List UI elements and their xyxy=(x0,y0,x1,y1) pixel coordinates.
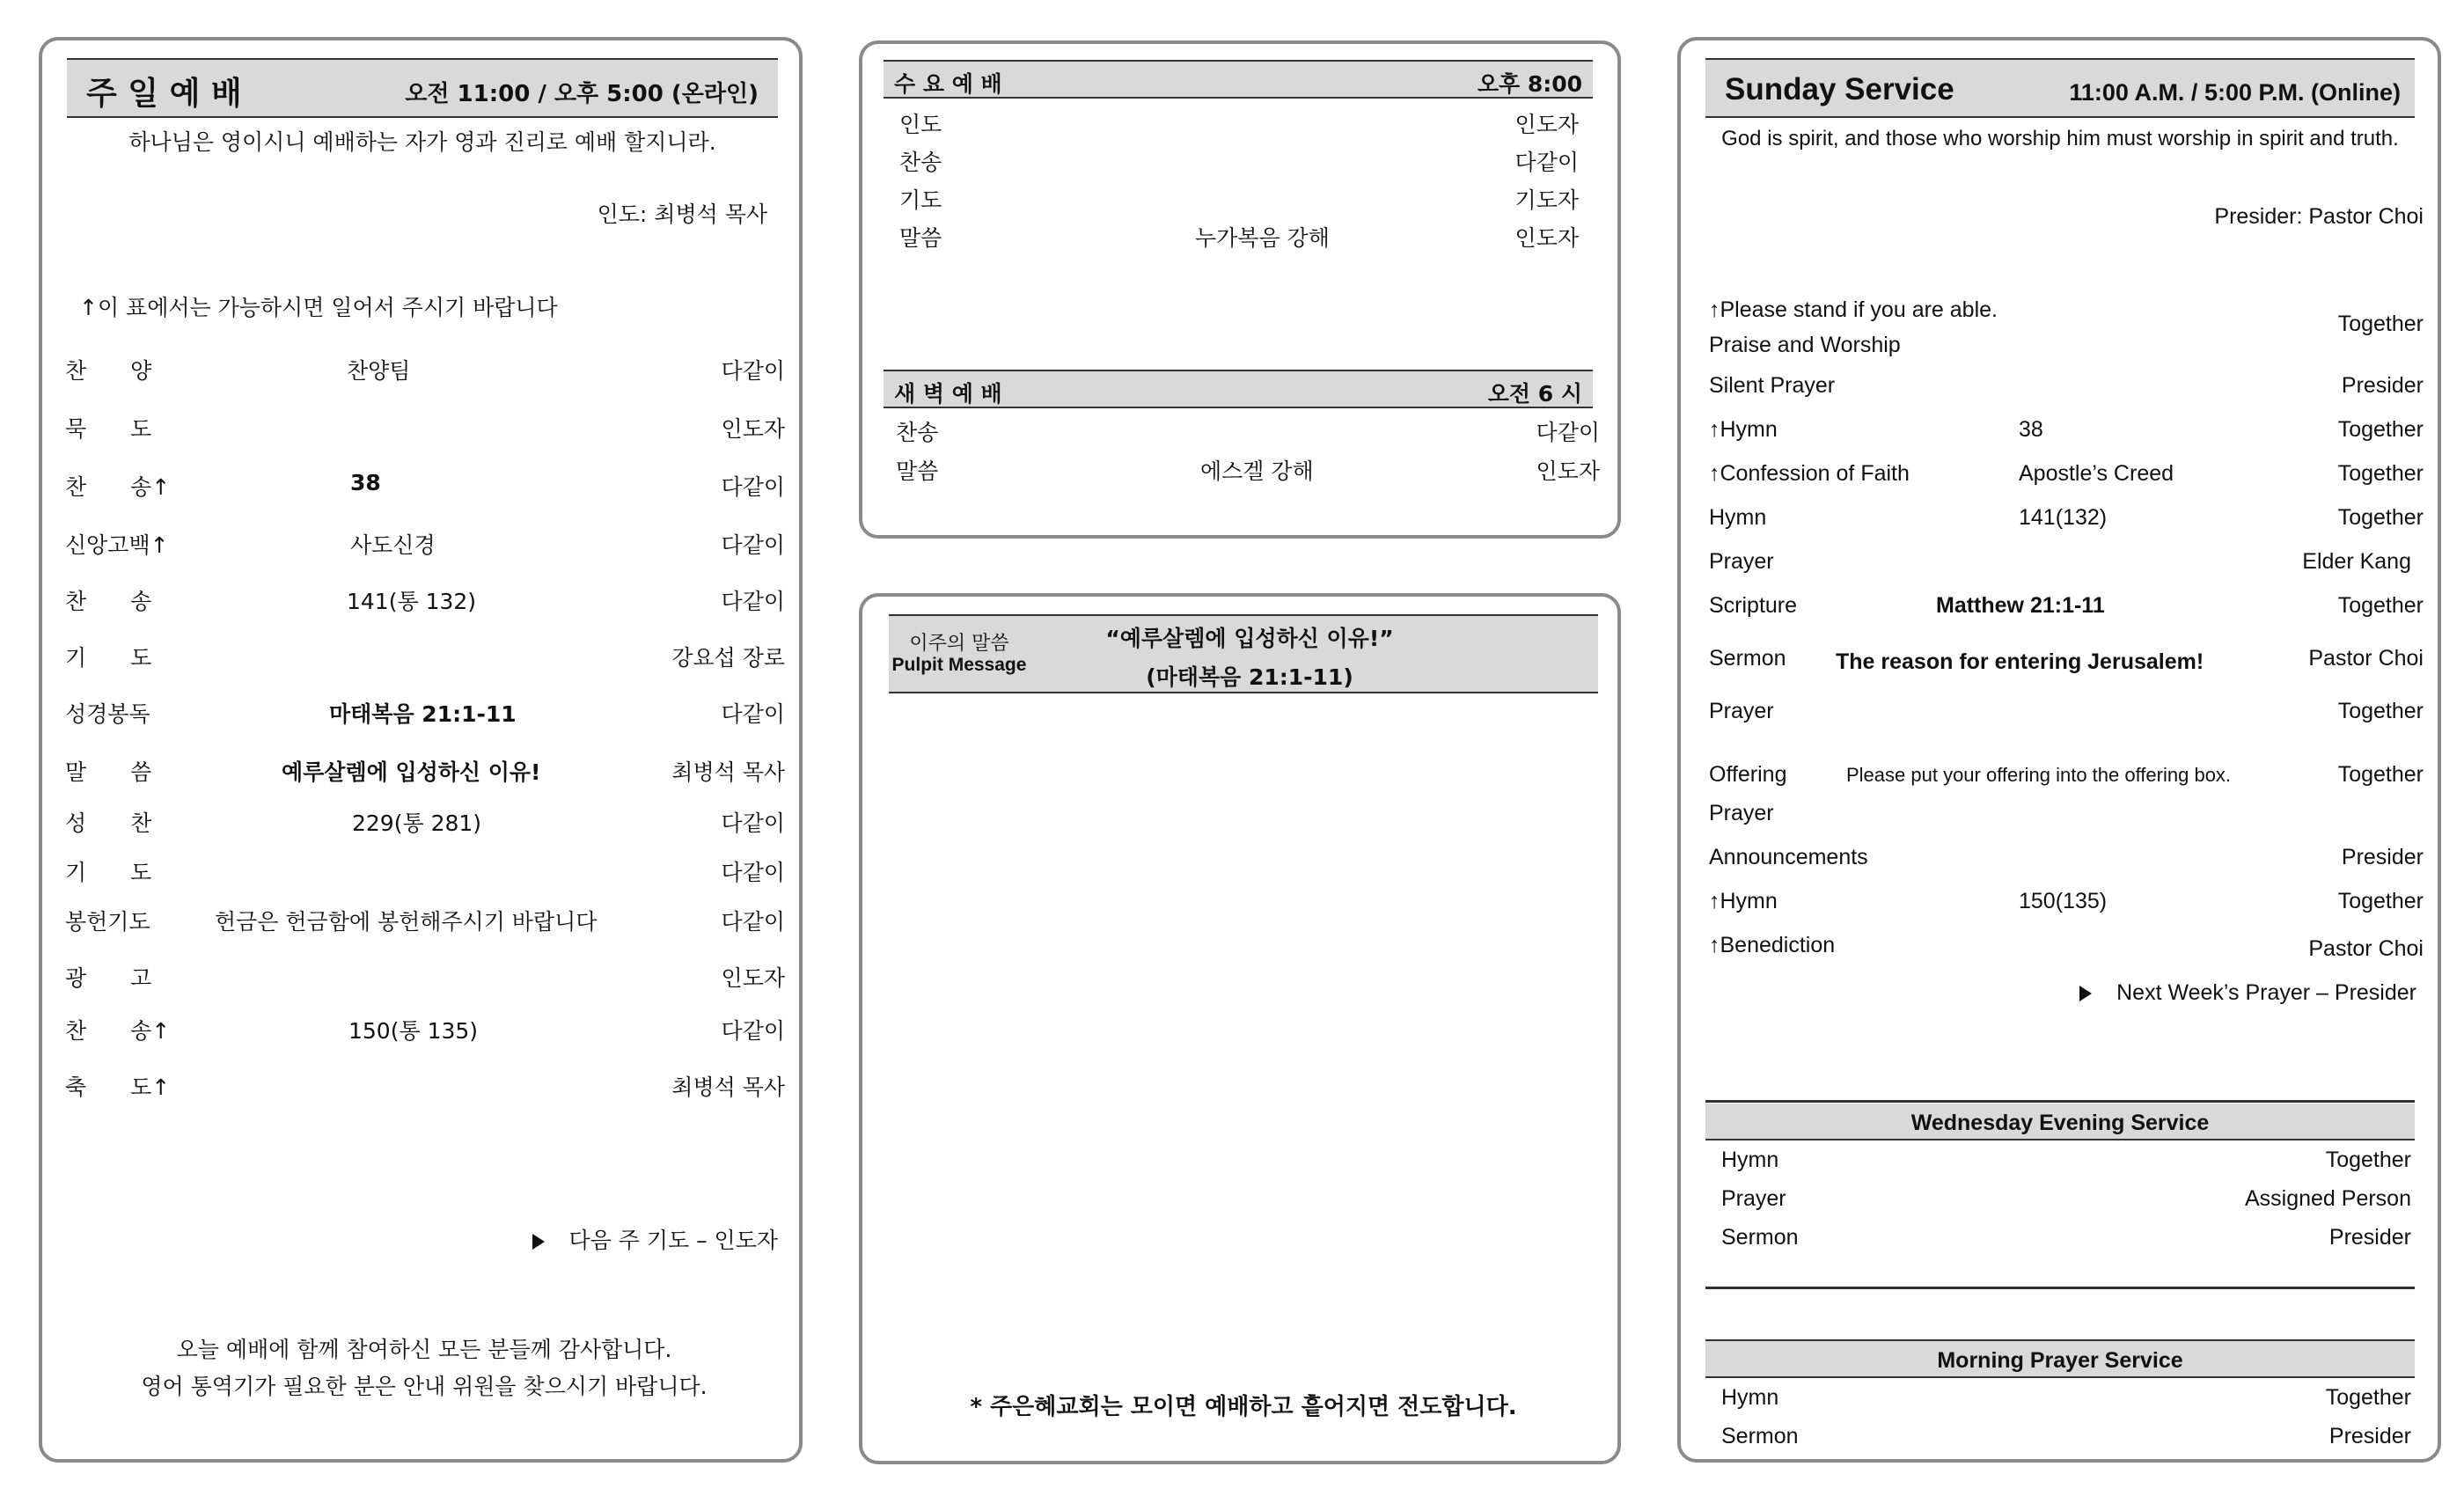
order-detail: 마태복음 21:1-11 xyxy=(329,701,517,727)
order-leader: Presider xyxy=(2341,373,2424,398)
order-detail: 150(135) xyxy=(2019,889,2108,913)
order-item: ↑Confession of Faith xyxy=(1709,461,1910,486)
korean-sunday-title: 주 일 예 배 xyxy=(86,76,242,112)
english-verse: God is spirit, and those who worship him must worship in spirit and truth. xyxy=(1721,127,2399,150)
order-item: 찬 송↑ xyxy=(65,474,171,500)
list-item xyxy=(42,584,806,620)
list-item xyxy=(862,145,1624,177)
morning-en-title: Morning Prayer Service xyxy=(1937,1348,2183,1373)
order-item: Sermon xyxy=(1721,1424,1799,1448)
list-item xyxy=(42,470,806,505)
order-item: ↑Hymn xyxy=(1709,889,1778,913)
order-detail: 229(통 281) xyxy=(352,810,482,836)
order-leader: Together xyxy=(2337,505,2424,530)
order-item: 성 찬 xyxy=(65,810,152,836)
korean-verse: 하나님은 영이시니 예배하는 자가 영과 진리로 예배 할지니라. xyxy=(128,129,716,155)
church-motto: * 주은혜교회는 모이면 예배하고 흩어지면 전도합니다. xyxy=(970,1394,1517,1420)
list-item xyxy=(42,354,806,389)
order-item: 찬 송 xyxy=(65,589,152,614)
list-item xyxy=(862,454,1624,486)
order-detail: The reason for entering Jerusalem! xyxy=(1836,649,2204,674)
order-item: Silent Prayer xyxy=(1709,373,1836,398)
list-item xyxy=(1681,1424,2445,1456)
order-leader: 다같이 xyxy=(721,474,785,500)
order-item: 인도 xyxy=(899,112,942,137)
order-leader: Together xyxy=(2337,593,2424,618)
order-leader: 인도자 xyxy=(721,416,785,442)
english-stand-note: ↑Please stand if you are able. xyxy=(1709,297,1998,322)
order-leader: Presider xyxy=(2341,845,2424,869)
list-item xyxy=(1681,505,2445,537)
order-leader: 다같이 xyxy=(1536,420,1600,445)
order-item-second-line: Prayer xyxy=(1709,801,1774,825)
english-next-prayer-label: Next Week’s Prayer – Presider xyxy=(2116,980,2416,1005)
order-item: ↑Hymn xyxy=(1709,417,1778,442)
order-leader: 다같이 xyxy=(721,1018,785,1044)
order-item: 찬송 xyxy=(896,420,939,445)
list-item xyxy=(1681,762,2445,832)
korean-next-prayer-label: 다음 주 기도 – 인도자 xyxy=(568,1228,778,1253)
list-item xyxy=(42,412,806,447)
order-item: Announcements xyxy=(1709,845,1868,869)
list-item xyxy=(1681,417,2445,449)
english-next-prayer xyxy=(2079,980,2416,1006)
wednesday-en-header xyxy=(1705,1104,2415,1140)
order-detail: 찬양팀 xyxy=(347,358,411,384)
list-item xyxy=(42,697,806,732)
list-item xyxy=(42,961,806,996)
order-item: 축 도↑ xyxy=(65,1074,171,1100)
list-item xyxy=(862,415,1624,447)
play-triangle-icon xyxy=(532,1234,545,1250)
list-item xyxy=(1681,699,2445,730)
order-leader: Together xyxy=(2337,889,2424,913)
wednesday-en-title: Wednesday Evening Service xyxy=(1910,1111,2210,1135)
order-leader: Elder Kang xyxy=(2302,549,2411,574)
order-leader: Presider xyxy=(2328,1424,2411,1448)
order-leader: 다같이 xyxy=(721,701,785,727)
list-item xyxy=(1681,1385,2445,1417)
list-item xyxy=(1681,1225,2445,1257)
order-leader: Pastor Choi xyxy=(2308,646,2424,671)
list-item xyxy=(42,855,806,891)
order-leader: 다같이 xyxy=(721,358,785,384)
list-item xyxy=(862,107,1624,139)
pulpit-reference: (마태복음 21:1-11) xyxy=(1146,664,1353,690)
pulpit-label-kr: 이주의 말씀 xyxy=(909,633,1009,655)
korean-sunday-header xyxy=(67,58,778,118)
morning-en-header xyxy=(1705,1339,2415,1378)
korean-presider: 인도: 최병석 목사 xyxy=(597,202,767,227)
order-leader: Together xyxy=(2337,461,2424,486)
dawn-kr-time: 오전 6 시 xyxy=(1487,381,1582,407)
english-sunday-header xyxy=(1705,58,2415,118)
order-item: 기 도 xyxy=(65,860,152,885)
order-detail: Apostle’s Creed xyxy=(2019,461,2174,486)
order-item: Hymn xyxy=(1721,1385,1779,1410)
order-detail: 누가복음 강해 xyxy=(1195,225,1330,251)
dawn-kr-title: 새 벽 예 배 xyxy=(894,381,1002,407)
wednesday-en-top-rule xyxy=(1705,1100,2415,1103)
order-detail: 사도신경 xyxy=(350,532,436,558)
list-item xyxy=(862,183,1624,215)
order-leader: 인도자 xyxy=(1514,112,1579,137)
order-leader: 다같이 xyxy=(1514,150,1579,175)
play-triangle-icon xyxy=(2079,986,2092,1001)
korean-weekday-panel xyxy=(859,40,1621,539)
order-leader: Together xyxy=(2325,1385,2411,1410)
order-item: Praise and Worship xyxy=(1709,333,1901,357)
list-item xyxy=(1681,312,2445,366)
order-item: Hymn xyxy=(1709,505,1767,530)
order-item: 기도 xyxy=(899,187,942,213)
order-item: Sermon xyxy=(1709,646,1786,671)
order-item: ↑Benediction xyxy=(1709,933,1836,957)
order-item: 말씀 xyxy=(896,458,939,484)
korean-next-prayer xyxy=(532,1223,779,1255)
order-item: 찬송 xyxy=(899,150,942,175)
order-detail: 헌금은 헌금함에 봉헌해주시기 바랍니다 xyxy=(215,909,598,935)
list-item xyxy=(42,1014,806,1049)
korean-interpreter-note: 영어 통역기가 필요한 분은 안내 위원을 찾으시기 바랍니다. xyxy=(141,1374,708,1399)
list-item xyxy=(1681,549,2445,581)
pulpit-title: “예루살렘에 입성하신 이유!” xyxy=(1105,626,1394,651)
pulpit-header xyxy=(889,614,1598,693)
order-item: Offering xyxy=(1709,762,1787,787)
order-item: 성경봉독 xyxy=(65,701,150,727)
order-leader: Together xyxy=(2325,1148,2411,1172)
english-sunday-time: 11:00 A.M. / 5:00 P.M. (Online) xyxy=(2069,79,2401,106)
list-item xyxy=(1681,1186,2445,1218)
english-sunday-panel xyxy=(1677,37,2441,1463)
english-sunday-title: Sunday Service xyxy=(1725,72,1954,106)
order-leader: 인도자 xyxy=(1536,458,1600,484)
list-item xyxy=(42,806,806,841)
order-detail: 141(132) xyxy=(2019,505,2108,530)
order-detail: 141(통 132) xyxy=(347,589,477,614)
order-item: 묵 도 xyxy=(65,416,152,442)
pulpit-label-en: Pulpit Message xyxy=(891,655,1027,675)
order-leader: 최병석 목사 xyxy=(671,759,785,785)
list-item xyxy=(42,528,806,563)
list-item xyxy=(1681,889,2445,920)
order-item: 봉헌기도 xyxy=(65,909,150,935)
order-leader: 최병석 목사 xyxy=(671,1074,785,1100)
order-leader: 다같이 xyxy=(721,810,785,836)
order-leader: Pastor Choi xyxy=(2308,936,2424,961)
list-item xyxy=(1681,646,2445,685)
order-detail: Please put your offering into the offering box. xyxy=(1846,764,2232,786)
order-item: Hymn xyxy=(1721,1148,1779,1172)
order-leader: Together xyxy=(2337,699,2424,723)
list-item xyxy=(42,755,806,790)
order-detail: Matthew 21:1-11 xyxy=(1936,593,2105,618)
order-leader: Together xyxy=(2337,417,2424,442)
wednesday-kr-header xyxy=(884,60,1593,99)
order-item: Sermon xyxy=(1721,1225,1799,1250)
list-item xyxy=(1681,845,2445,876)
order-item: Prayer xyxy=(1709,549,1774,574)
order-leader: Together xyxy=(2337,312,2424,336)
pulpit-panel xyxy=(859,593,1621,1464)
order-leader: 인도자 xyxy=(721,965,785,991)
dawn-kr-header xyxy=(884,370,1593,408)
order-leader: 다같이 xyxy=(721,589,785,614)
list-item xyxy=(1681,373,2445,405)
list-item xyxy=(42,641,806,676)
wednesday-kr-time: 오후 8:00 xyxy=(1477,71,1582,97)
order-item: Scripture xyxy=(1709,593,1798,618)
order-item: 말 씀 xyxy=(65,759,152,785)
order-detail: 38 xyxy=(2019,417,2043,442)
order-leader: 다같이 xyxy=(721,532,785,558)
wednesday-kr-title: 수 요 예 배 xyxy=(894,71,1002,97)
order-leader: 기도자 xyxy=(1514,187,1579,213)
order-item: Prayer xyxy=(1709,699,1774,723)
order-item: Prayer xyxy=(1721,1186,1786,1211)
list-item xyxy=(1681,933,2445,964)
korean-thanks: 오늘 예배에 함께 참여하신 모든 분들께 감사합니다. xyxy=(176,1337,672,1362)
order-item: 광 고 xyxy=(65,965,152,991)
list-item xyxy=(42,1070,806,1105)
order-leader: 다같이 xyxy=(721,860,785,885)
korean-sunday-panel xyxy=(39,37,803,1463)
order-item: 찬 양 xyxy=(65,358,152,384)
order-item: 기 도 xyxy=(65,645,152,671)
order-item: 신앙고백↑ xyxy=(65,532,169,558)
order-item: 찬 송↑ xyxy=(65,1018,171,1044)
order-leader: 강요섭 장로 xyxy=(671,645,785,671)
wednesday-en-bottom-rule xyxy=(1705,1287,2415,1289)
order-detail: 예루살렘에 입성하신 이유! xyxy=(282,759,541,785)
korean-sunday-time: 오전 11:00 / 오후 5:00 (온라인) xyxy=(405,81,759,107)
list-item xyxy=(1681,1148,2445,1179)
order-item: 말씀 xyxy=(899,225,942,251)
korean-stand-note: ↑이 표에서는 가능하시면 일어서 주시기 바랍니다 xyxy=(79,295,558,320)
list-item xyxy=(1681,593,2445,625)
list-item xyxy=(862,221,1624,253)
list-item xyxy=(1681,461,2445,493)
order-detail: 150(통 135) xyxy=(348,1018,479,1044)
order-leader: Together xyxy=(2337,762,2424,787)
order-leader: 다같이 xyxy=(721,909,785,935)
order-leader: Assigned Person xyxy=(2244,1186,2411,1211)
order-detail: 38 xyxy=(350,470,381,495)
list-item xyxy=(42,905,806,940)
order-detail: 에스겔 강해 xyxy=(1200,458,1314,484)
order-leader: Presider xyxy=(2328,1225,2411,1250)
english-presider: Presider: Pastor Choi xyxy=(2214,204,2424,229)
order-leader: 인도자 xyxy=(1514,225,1579,251)
